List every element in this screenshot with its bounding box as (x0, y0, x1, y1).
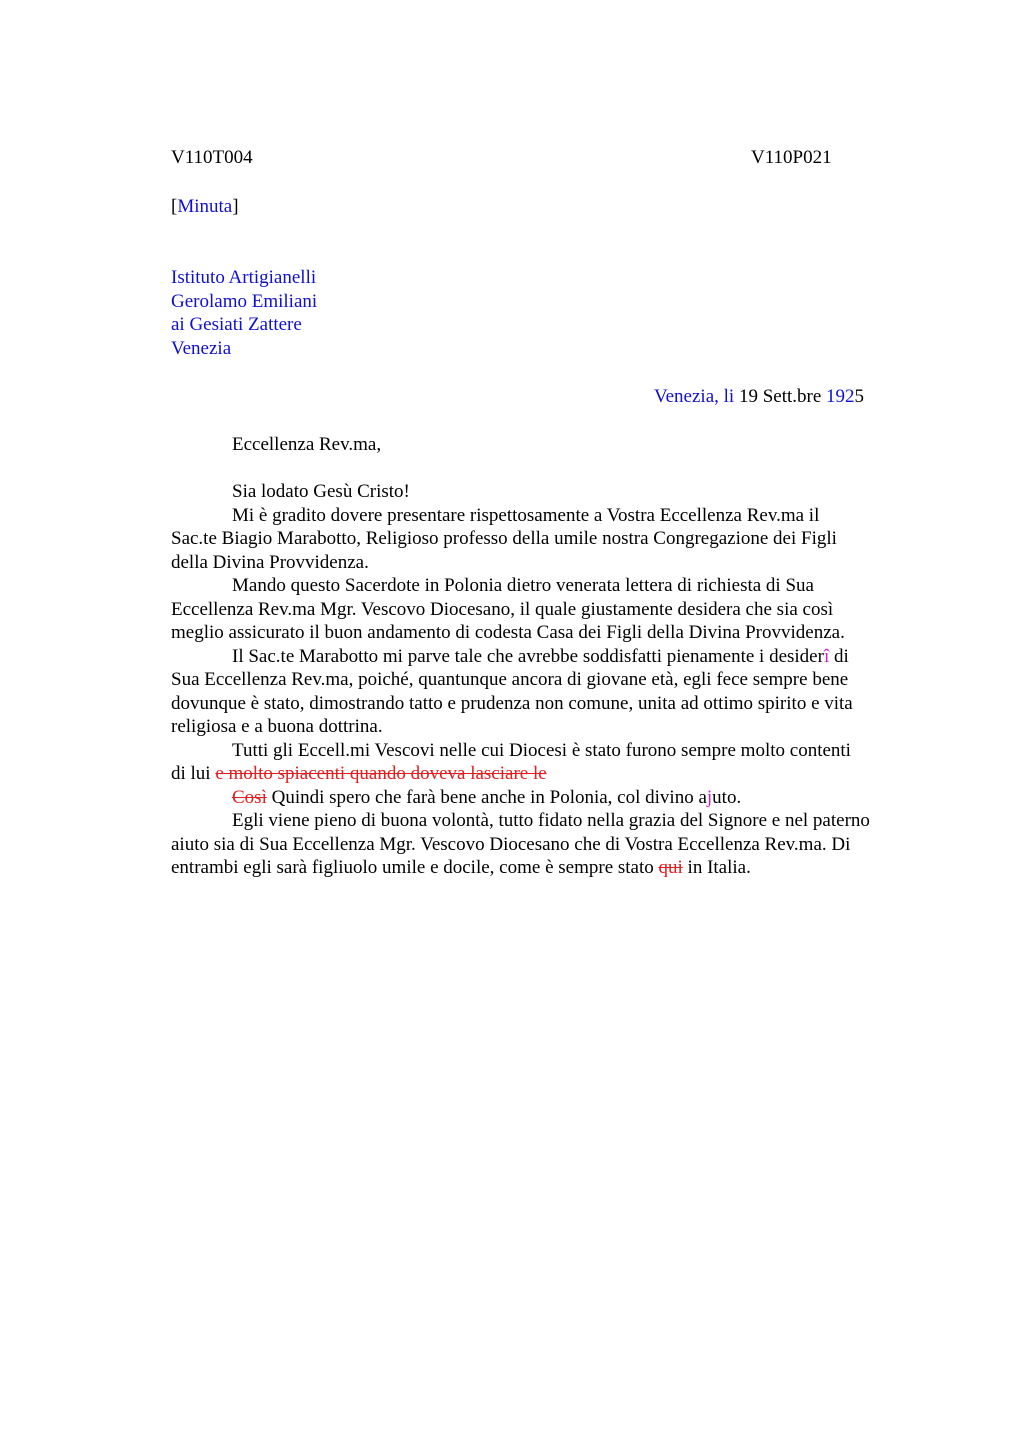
p3-line: religiosa e a buona dottrina. (171, 716, 383, 737)
p1-line: Sac.te Biagio Marabotto, Religioso professo della umile nostra Congregazione dei Figli (171, 528, 837, 549)
p3-line: Sua Eccellenza Rev.ma, poiché, quantunque ancora di giovane età, egli fece sempre bene (171, 669, 849, 690)
p5-text: Quindi spero che farà bene anche in Polonia, col divino a (266, 786, 707, 808)
correction-mark: î (823, 645, 830, 667)
p5-text: uto. (712, 786, 742, 808)
letterhead (171, 266, 317, 360)
greeting: Sia lodato Gesù Cristo! (232, 481, 410, 502)
bracket-close: ] (232, 196, 239, 217)
p4-line (171, 762, 931, 786)
salutation: Eccellenza Rev.ma, (232, 434, 382, 455)
p3-text: di (829, 645, 849, 667)
document-ref-left: V110T004 (171, 147, 253, 168)
p6-line: aiuto sia di Sua Eccellenza Mgr. Vescovo Diocesano che di Vostra Eccellenza Rev.ma. Di (171, 833, 851, 855)
letterhead-line: Istituto Artigianelli (171, 267, 317, 288)
p3-text: Il Sac.te Marabotto mi parve tale che avrebbe soddisfatti pienamente i desider (232, 645, 824, 667)
date-place: Venezia, li (654, 386, 735, 407)
letter-body (171, 480, 931, 880)
bracket-open: [ (171, 196, 178, 217)
p5-line (171, 786, 931, 810)
document-ref-right: V110P021 (751, 147, 832, 168)
deleted-text: e molto spiacenti quando doveva lasciare le (215, 763, 547, 784)
p6-text: in Italia. (682, 857, 751, 878)
correction-mark: j (706, 786, 713, 808)
minuta-label (171, 195, 239, 219)
deleted-text: Così (232, 786, 267, 808)
deleted-text: qui (658, 857, 683, 878)
letterhead-line: ai Gesiati Zattere (171, 314, 302, 335)
date-day-month: 19 Sett.bre (734, 386, 827, 407)
p1-line: Mi è gradito dovere presentare rispettosamente a Vostra Eccellenza Rev.ma il (232, 504, 820, 526)
p6-text: entrambi egli sarà figliuolo umile e docile, come è sempre stato (171, 857, 659, 878)
letterhead-line: Gerolamo Emiliani (171, 290, 318, 312)
p2-line: meglio assicurato il buon andamento di codesta Casa dei Figli della Divina Provvidenza. (171, 622, 845, 643)
p6-line: Egli viene pieno di buona volontà, tutto fidato nella grazia del Signore e nel paterno (232, 810, 870, 831)
p3-line (171, 645, 931, 669)
date-year-prefix: 192 (826, 386, 855, 407)
p3-line: dovunque è stato, dimostrando tatto e prudenza non comune, unita ad ottimo spirito e vita (171, 692, 853, 714)
date-year-suffix: 5 (854, 386, 865, 407)
p6-line (171, 856, 931, 880)
p2-line: Mando questo Sacerdote in Polonia dietro venerata lettera di richiesta di Sua (232, 575, 814, 596)
p4-line: Tutti gli Eccell.mi Vescovi nelle cui Diocesi è stato furono sempre molto contenti (232, 739, 851, 761)
p1-line: della Divina Provvidenza. (171, 551, 369, 573)
p2-line: Eccellenza Rev.ma Mgr. Vescovo Diocesano, il quale giustamente desidera che sia così (171, 598, 834, 620)
minuta-word: Minuta (177, 196, 233, 217)
letterhead-line: Venezia (171, 337, 232, 359)
date-line (654, 385, 864, 409)
p4-text: di lui (171, 763, 216, 784)
